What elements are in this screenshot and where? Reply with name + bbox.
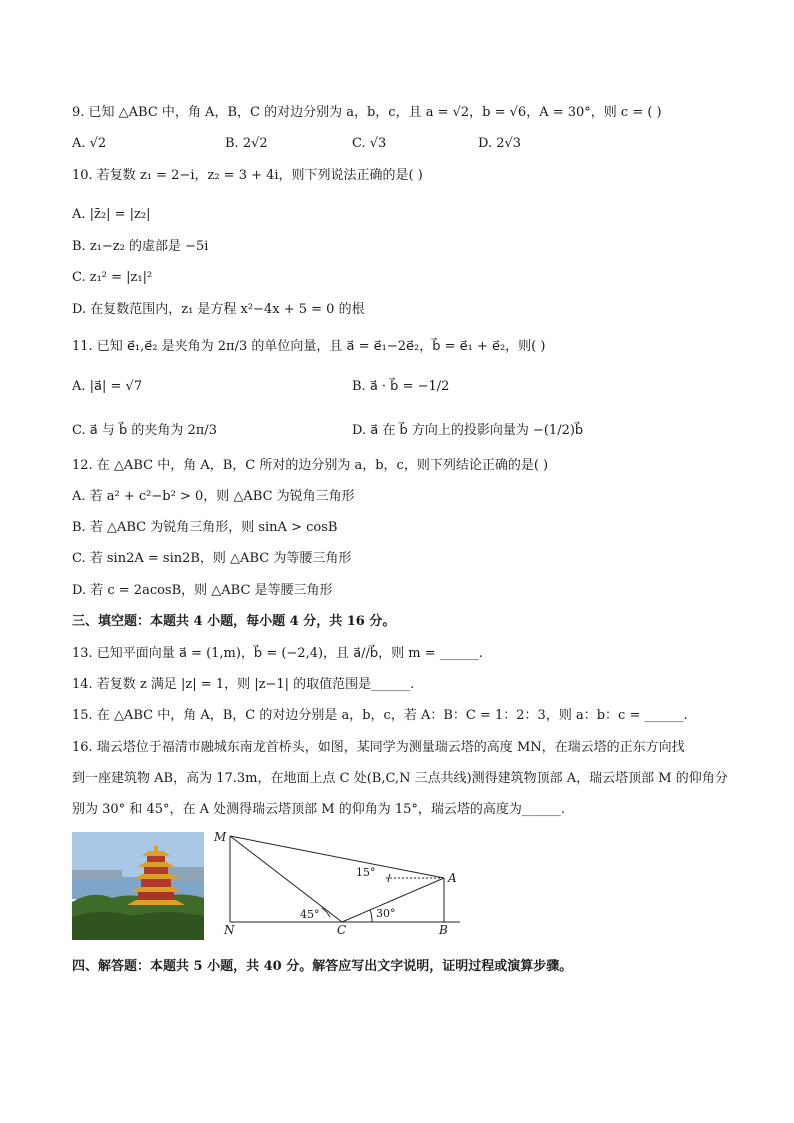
pagoda-photo — [72, 832, 204, 940]
q12-option-d: D. 若 c = 2acosB，则 △ABC 是等腰三角形 — [72, 583, 333, 598]
q11-option-b: B. a⃗ · b⃗ = −1/2 — [352, 379, 450, 394]
q10-option-b: B. z₁−z₂ 的虚部是 −5i — [72, 239, 209, 254]
q9-stem: 9. 已知 △ABC 中，角 A，B，C 的对边分别为 a，b，c，且 a = √2，b = √6，A = 30°，则 c = ( ) — [72, 105, 662, 120]
q12-option-a: A. 若 a² + c²−b² > 0，则 △ABC 为锐角三角形 — [72, 489, 355, 504]
q11-stem: 11. 已知 e⃗₁,e⃗₂ 是夹角为 2π/3 的单位向量，且 a⃗ = e⃗₁−2e⃗₂，b⃗ = e⃗₁ + e⃗₂，则( ) — [72, 339, 546, 354]
q16-line2: 到一座建筑物 AB，高为 17.3m，在地面上点 C 处(B,C,N 三点共线)测得建筑物顶部 A，瑞云塔顶部 M 的仰角分 — [72, 771, 728, 786]
label-a: A — [448, 871, 457, 885]
q12-option-c: C. 若 sin2A = sin2B，则 △ABC 为等腰三角形 — [72, 551, 352, 566]
q15-text: 15. 在 △ABC 中，角 A，B，C 的对边分别是 a，b，c，若 A：B：C = 1：2：3，则 a：b：c = ______. — [72, 708, 688, 723]
geometry-diagram — [210, 826, 470, 938]
angle-15: 15° — [356, 866, 376, 879]
label-b: B — [439, 923, 448, 937]
section-heading-fill-in: 三、填空题：本题共 4 小题，每小题 4 分，共 16 分。 — [72, 614, 396, 629]
angle-45: 45° — [300, 908, 320, 921]
q11-option-d: D. a⃗ 在 b⃗ 方向上的投影向量为 −(1/2)b⃗ — [352, 423, 584, 438]
q10-option-a: A. |z̄₂| = |z₂| — [72, 207, 151, 222]
q12-stem: 12. 在 △ABC 中，角 A，B，C 所对的边分别为 a，b，c，则下列结论正确的是( ) — [72, 458, 549, 473]
q9-option-b: B. 2√2 — [225, 136, 268, 151]
q9-option-a: A. √2 — [72, 136, 107, 151]
q10-stem: 10. 若复数 z₁ = 2−i，z₂ = 3 + 4i，则下列说法正确的是( ) — [72, 168, 423, 183]
q10-option-c: C. z₁² = |z₁|² — [72, 270, 153, 285]
label-c: C — [337, 923, 347, 937]
q11-option-a: A. |a⃗| = √7 — [72, 379, 143, 394]
q14-text: 14. 若复数 z 满足 |z| = 1，则 |z−1| 的取值范围是______. — [72, 677, 415, 692]
label-m: M — [214, 830, 227, 844]
q16-line3: 别为 30° 和 45°，在 A 处测得瑞云塔顶部 M 的仰角为 15°，瑞云塔的高度为______. — [72, 802, 566, 817]
q9-option-c: C. √3 — [352, 136, 387, 151]
q16-line1: 16. 瑞云塔位于福清市融城东南龙首桥头，如图，某同学为测量瑞云塔的高度 MN，在瑞云塔的正东方向找 — [72, 740, 685, 755]
q12-option-b: B. 若 △ABC 为锐角三角形，则 sinA > cosB — [72, 520, 338, 535]
angle-30: 30° — [376, 907, 396, 920]
q9-option-d: D. 2√3 — [478, 136, 522, 151]
section-heading-answers: 四、解答题：本题共 5 小题，共 40 分。解答应写出文字说明，证明过程或演算步骤。 — [72, 959, 573, 974]
q11-option-c: C. a⃗ 与 b⃗ 的夹角为 2π/3 — [72, 423, 217, 438]
q10-option-d: D. 在复数范围内，z₁ 是方程 x²−4x + 5 = 0 的根 — [72, 302, 365, 317]
q13-text: 13. 已知平面向量 a⃗ = (1,m)，b⃗ = (−2,4)，且 a⃗//b⃗，则 m = ______. — [72, 646, 483, 661]
label-n: N — [224, 923, 235, 937]
